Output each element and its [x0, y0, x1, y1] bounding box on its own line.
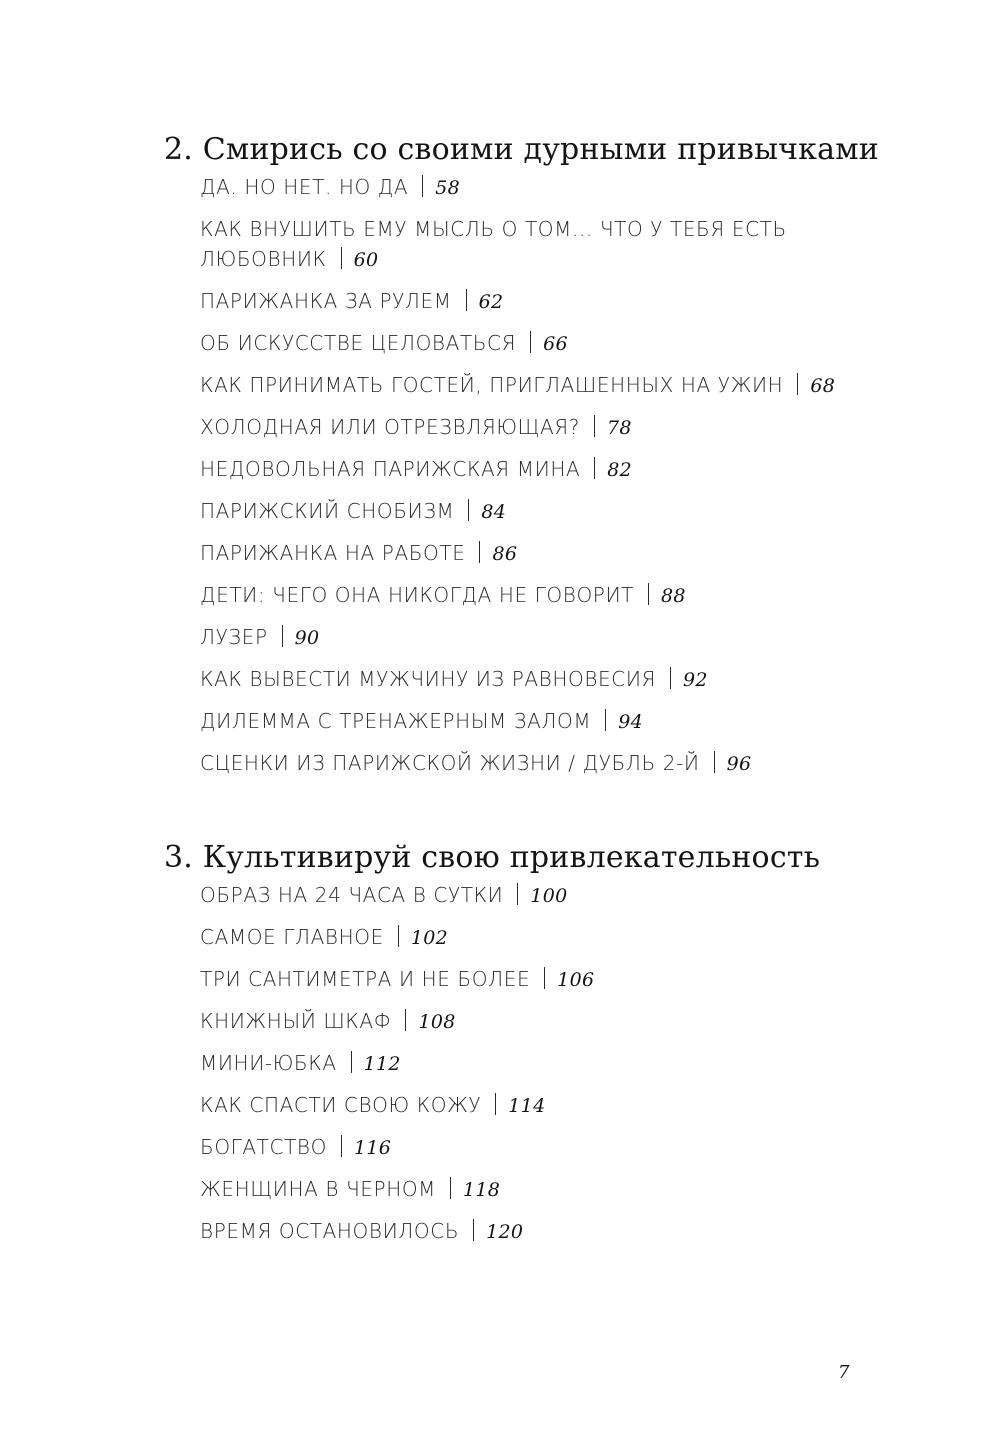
toc-entry [200, 964, 840, 995]
toc-entry [200, 580, 840, 611]
entry-title: КАК ВНУШИТЬ ЕМУ МЫСЛЬ О ТОМ... ЧТО У ТЕБЯ ЕСТЬ ЛЮБОВНИК [200, 217, 787, 271]
toc-section-3 [164, 836, 864, 1258]
entry-page-number: 112 [363, 1053, 401, 1075]
toc-entry [200, 706, 840, 737]
toc-section-2 [164, 128, 879, 790]
entry-page-number: 62 [478, 291, 504, 313]
entry-title: ОБРАЗ НА 24 ЧАСА В СУТКИ [200, 883, 504, 907]
toc-entry [200, 1132, 840, 1163]
entry-separator [422, 175, 423, 197]
entry-list [164, 172, 864, 779]
toc-entry [200, 538, 840, 569]
entry-page-number: 120 [486, 1221, 524, 1243]
entry-separator [797, 373, 798, 395]
toc-entry [200, 622, 840, 653]
entry-page-number: 58 [435, 177, 460, 199]
toc-entry [200, 1090, 840, 1121]
entry-page-number: 92 [683, 669, 708, 691]
entry-separator [670, 667, 671, 689]
entry-page-number: 116 [353, 1137, 392, 1159]
entry-title: СЦЕНКИ ИЗ ПАРИЖСКОЙ ЖИЗНИ / ДУБЛЬ 2-Й [200, 751, 700, 775]
entry-separator [495, 1093, 496, 1115]
entry-title: ПАРИЖАНКА ЗА РУЛЕМ [200, 289, 452, 313]
entry-title: КАК СПАСТИ СВОЮ КОЖУ [200, 1093, 482, 1117]
entry-page-number: 78 [607, 417, 632, 439]
toc-entry [200, 748, 840, 779]
section-title: 2. Смирись со своими дурными привычками [164, 132, 879, 167]
entry-separator [405, 1009, 406, 1031]
entry-page-number: 106 [557, 969, 595, 991]
entry-title: КАК ВЫВЕСТИ МУЖЧИНУ ИЗ РАВНОВЕСИЯ [200, 667, 657, 691]
entry-separator [517, 883, 518, 905]
entry-title: ДЕТИ: ЧЕГО ОНА НИКОГДА НЕ ГОВОРИТ [200, 583, 634, 607]
toc-entry [200, 370, 840, 401]
toc-entry [200, 172, 840, 203]
toc-entry [200, 496, 840, 527]
entry-separator [594, 457, 595, 479]
entry-separator [473, 1219, 474, 1241]
entry-title: ПАРИЖСКИЙ СНОБИЗМ [200, 499, 455, 523]
toc-entry [200, 880, 840, 911]
entry-page-number: 96 [726, 753, 752, 775]
entry-page-number: 68 [810, 375, 836, 397]
entry-separator [450, 1177, 451, 1199]
toc-entry [200, 922, 840, 953]
toc-entry [200, 214, 840, 275]
entry-page-number: 60 [353, 249, 379, 271]
entry-page-number: 108 [418, 1011, 456, 1033]
entry-title: ПАРИЖАНКА НА РАБОТЕ [200, 541, 466, 565]
page-number: 7 [838, 1362, 850, 1383]
entry-title: ЛУЗЕР [200, 625, 268, 649]
entry-separator [479, 541, 480, 563]
entry-separator [341, 1135, 342, 1157]
entry-separator [398, 925, 399, 947]
entry-title: НЕДОВОЛЬНАЯ ПАРИЖСКАЯ МИНА [200, 457, 581, 481]
entry-page-number: 82 [607, 459, 633, 481]
entry-separator [351, 1051, 352, 1073]
entry-title: ВРЕМЯ ОСТАНОВИЛОСЬ [200, 1219, 460, 1243]
entry-separator [544, 967, 545, 989]
entry-separator [468, 499, 469, 521]
toc-entry [200, 454, 840, 485]
entry-title: ЖЕНЩИНА В ЧЕРНОМ [200, 1177, 437, 1201]
entry-separator [605, 709, 606, 731]
entry-separator [341, 247, 342, 269]
toc-entry [200, 1048, 840, 1079]
toc-entry [200, 664, 840, 695]
entry-title: КАК ПРИНИМАТЬ ГОСТЕЙ, ПРИГЛАШЕННЫХ НА УЖИН [200, 373, 784, 397]
entry-separator [530, 331, 531, 353]
toc-entry [200, 1006, 840, 1037]
entry-separator [466, 289, 467, 311]
entry-separator [714, 751, 715, 773]
toc-entry [200, 412, 840, 443]
entry-separator [648, 583, 649, 605]
entry-title: САМОЕ ГЛАВНОЕ [200, 925, 384, 949]
toc-entry [200, 1174, 840, 1205]
entry-page-number: 100 [530, 885, 568, 907]
entry-list [164, 880, 864, 1247]
entry-page-number: 66 [543, 333, 568, 355]
entry-title: КНИЖНЫЙ ШКАФ [200, 1009, 392, 1033]
section-title: 3. Культивируй свою привлекательность [164, 840, 821, 875]
entry-page-number: 94 [618, 711, 644, 733]
entry-page-number: 102 [410, 927, 448, 949]
entry-page-number: 86 [492, 543, 518, 565]
entry-page-number: 118 [463, 1179, 501, 1201]
entry-title: ДИЛЕММА С ТРЕНАЖЕРНЫМ ЗАЛОМ [200, 709, 592, 733]
entry-title: ХОЛОДНАЯ ИЛИ ОТРЕЗВЛЯЮЩАЯ? [200, 415, 581, 439]
toc-entry [200, 328, 840, 359]
entry-title: БОГАТСТВО [200, 1135, 327, 1159]
toc-entry [200, 286, 840, 317]
entry-separator [594, 415, 595, 437]
entry-title: ТРИ САНТИМЕТРА И НЕ БОЛЕЕ [200, 967, 531, 991]
entry-page-number: 90 [294, 627, 320, 649]
entry-title: МИНИ-ЮБКА [200, 1051, 337, 1075]
toc-entry [200, 1216, 840, 1247]
entry-title: ДА. НО НЕТ. НО ДА [200, 175, 409, 199]
entry-page-number: 84 [481, 501, 507, 523]
entry-separator [282, 625, 283, 647]
entry-page-number: 88 [660, 585, 686, 607]
entry-page-number: 114 [508, 1095, 546, 1117]
entry-title: ОБ ИСКУССТВЕ ЦЕЛОВАТЬСЯ [200, 331, 517, 355]
